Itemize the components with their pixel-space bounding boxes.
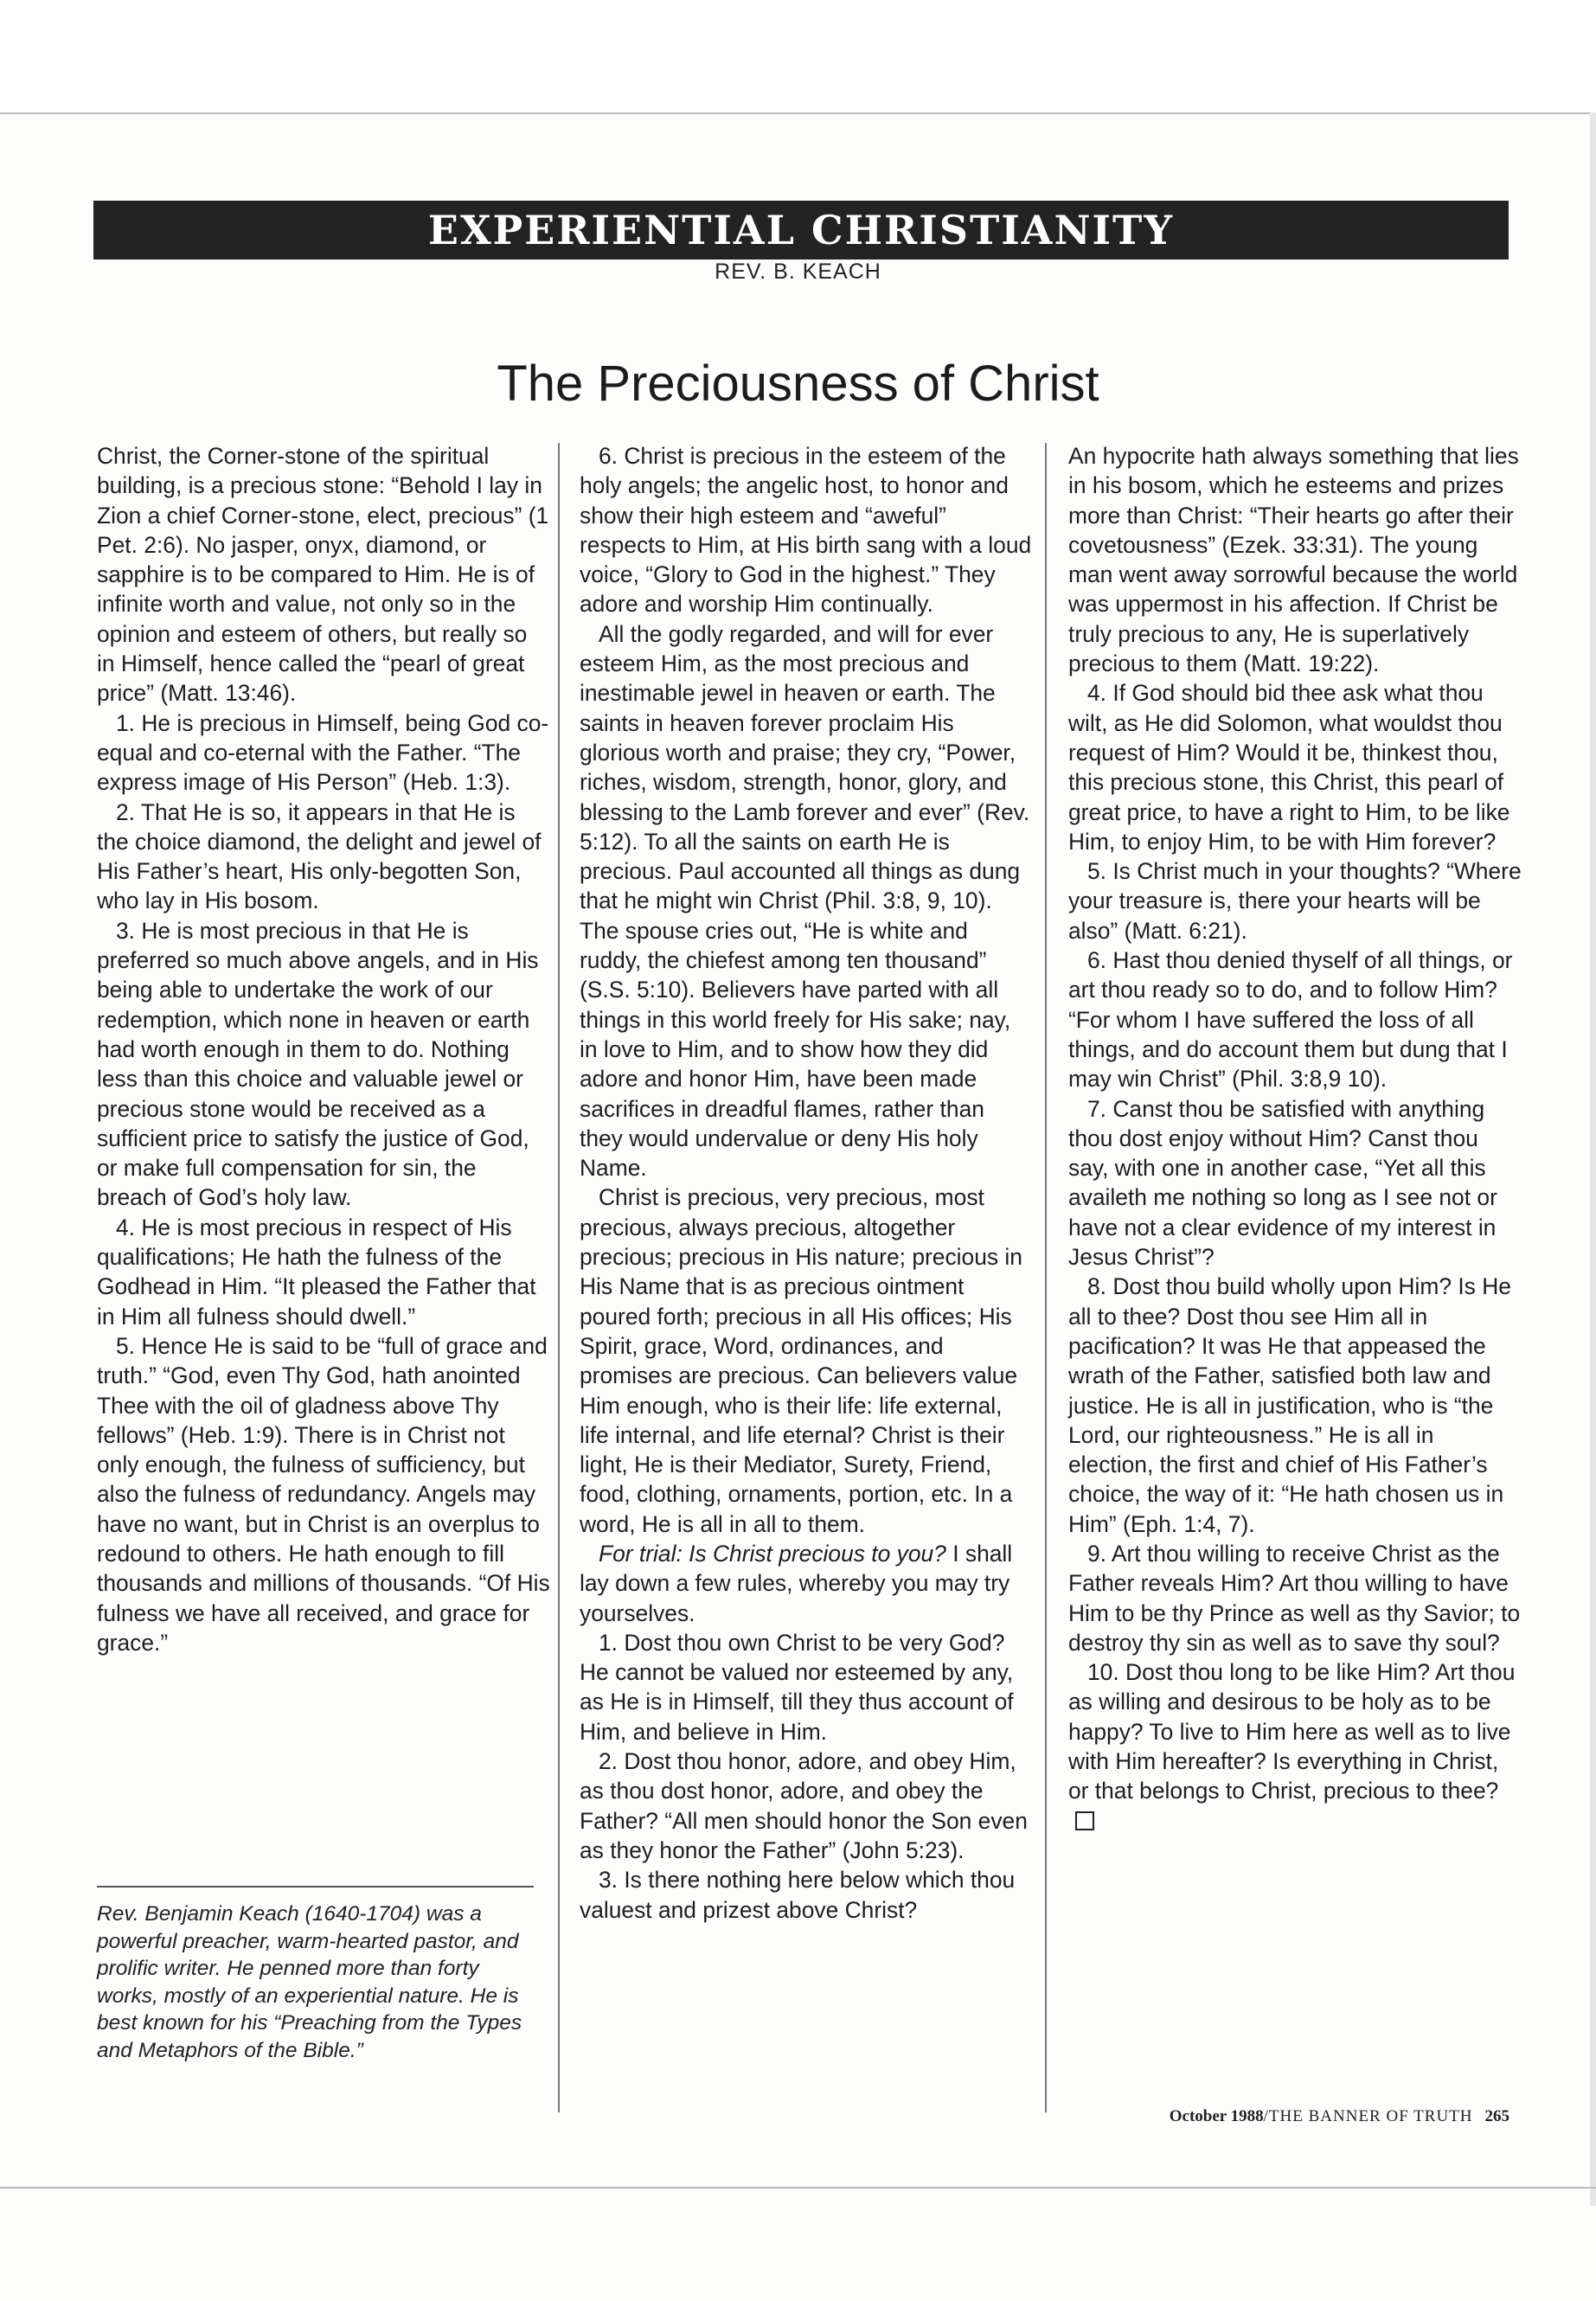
paragraph: 7. Canst thou be satisfied with anything thou dost enjoy without Him? Canst thou say, with one in another case, “Yet all this availeth me nothing so long as I see not or have not a clear evidence of my interest in Jesus Christ”? — [1068, 1095, 1497, 1271]
footnote-text: Rev. Benjamin Keach (1640-1704) was a powerful preacher, warm-hearted pastor, and prolific writer. He penned more than forty works, mostly of an experiential nature. He is best known for his “Preaching from the Types and Metaphors of the Bible.” — [97, 1902, 522, 2062]
paragraph: 5. Hence He is said to be “full of grace and truth.” “God, even Thy God, hath anointed Thee with the oil of gladness above Thy fellows” (Heb. 1:9). There is in Christ not only enough, the fulness of sufficiency, but also the fulness of redundancy. Angels may have no want, but in Christ is an overplus to redound to others. He hath enough to fill thousands and millions of thousands. “Of His fulness we have all received, and grace for grace.” — [97, 1332, 550, 1656]
paragraph: 1. Dost thou own Christ to be very God? He cannot be valued nor esteemed by any, as He is in Himself, till they thus account of Him, and believe in Him. — [580, 1629, 1014, 1745]
author-footnote — [97, 1900, 534, 2064]
issue-date: October 1988 — [1169, 2107, 1264, 2125]
page-number: 265 — [1484, 2107, 1509, 2125]
paragraph: 4. If God should bid thee ask what thou wilt, as He did Solomon, what wouldst thou request of Him? Would it be, thinkest thou, this precious stone, this Christ, this pearl of great price, to have a right to Him, to be like Him, to enjoy Him, to be with Him forever? — [1068, 680, 1510, 855]
paragraph: All the godly regarded, and will for ever esteem Him, as the most precious and inestimable jewel in heaven or earth. The saints in heaven forever proclaim His glorious worth and praise; they cry, “Power, riches, wisdom, strength, honor, glory, and blessing to the Lamb forever and ever” (Rev. 5:12). To all the saints on earth He is precious. Paul accounted all things as dung that he might win Christ (Phil. 3:8, 9, 10). The spouse cries out, “He is white and ruddy, the chiefest among ten thousand” (S.S. 5:10). Believers have parted with all things in this world freely for His sake; nay, in love to Him, and to show how they did adore and honor Him, have been made sacrifices in dreadful flames, rather than they would undervalue or deny His holy Name. — [580, 620, 1030, 1182]
paragraph: 8. Dost thou build wholly upon Him? Is He all to thee? Dost thou see Him all in pacification? It was He that appeased the wrath of the Father, satisfied both law and justice. He is all in justification, who is “the Lord, our righteousness.” He is all in election, the first and chief of His Father’s choice, the way of it: “He hath chosen us in Him” (Eph. 1:4, 7). — [1068, 1273, 1511, 1537]
article-title: The Preciousness of Christ — [497, 356, 1099, 412]
section-banner — [93, 201, 1509, 260]
paragraph: Christ is precious, very precious, most precious, always precious, altogether precious; precious in His nature; precious in His Name that is as precious ointment poured forth; precious in all His offices; His Spirit, grace, Word, ordinances, and promises are precious. Can believers value Him enough, who is their life: life external, life internal, and life eternal? Christ is their light, He is their Mediator, Surety, Friend, food, clothing, ornaments, portion, etc. In a word, He is all in all to them. — [580, 1184, 1022, 1537]
paragraph — [1068, 1657, 1522, 1836]
paragraph: 1. He is precious in Himself, being God co-equal and co-eternal with the Father. “The express image of His Person” (Heb. 1:3). — [97, 709, 549, 796]
scan-edge-top — [0, 112, 1596, 114]
trial-intro: I shall lay down a few rules, whereby you may try yourselves. — [580, 1540, 1013, 1626]
footnote-rule — [97, 1886, 534, 1888]
paragraph: 2. That He is so, it appears in that He is the choice diamond, the delight and jewel of His Father’s heart, His only-begotten Son, who lay in His bosom. — [97, 798, 542, 914]
paragraph: 6. Christ is precious in the esteem of the holy angels; the angelic host, to honor and show their high esteem and “aweful” respects to Him, at His birth sang with a loud voice, “Glory to God in the highest.” They adore and worship Him continually. — [580, 443, 1032, 618]
end-of-article-icon — [1075, 1811, 1094, 1830]
paragraph: 6. Hast thou denied thyself of all things, or art thou ready so to do, and to follow Him? “For whom I have suffered the loss of all things, and do account them but dung that I may win Christ” (Phil. 3:8,9 10). — [1068, 947, 1513, 1093]
paragraph — [580, 1539, 1034, 1628]
paragraph: 9. Art thou willing to receive Christ as the Father reveals Him? Art thou willing to have Him to be thy Prince as well as thy Savior; to destroy thy sin as well as to save thy soul? — [1068, 1540, 1521, 1656]
column-divider — [558, 443, 560, 2112]
column-divider — [1045, 443, 1047, 2112]
paragraph: 5. Is Christ much in your thoughts? “Where your treasure is, there your hearts will be also” (Matt. 6:21). — [1068, 858, 1522, 944]
paragraph: 4. He is most precious in respect of His qualifications; He hath the fulness of the Godhead in Him. “It pleased the Father that in Him all fulness should dwell.” — [97, 1214, 536, 1330]
column-1 — [97, 441, 551, 1657]
paragraph: 3. Is there nothing here below which thou valuest and prizest above Christ? — [580, 1867, 1016, 1923]
paragraph: 2. Dost thou honor, adore, and obey Him, as thou dost honor, adore, and obey the Father? “All men should honor the Son even as they honor the Father” (John 5:23). — [580, 1748, 1028, 1863]
scan-edge-right — [1590, 112, 1596, 2206]
scan-edge-bottom — [0, 2187, 1596, 2189]
scan-margin-top — [0, 0, 1596, 112]
author-byline: REV. B. KEACH — [715, 260, 881, 284]
column-2 — [580, 441, 1034, 1925]
paragraph: 3. He is most precious in that He is preferred so much above angels, and in His being able to undertake the work of our redemption, which none in heaven or earth had worth enough in them to do. Nothing less than this choice and valuable jewel or precious stone would be received as a sufficient price to satisfy the justice of God, or make full compensation for sin, the breach of God’s holy law. — [97, 917, 539, 1211]
page-footer — [1170, 2107, 1509, 2126]
section-banner-text: EXPERIENTIAL CHRISTIANITY — [427, 207, 1175, 253]
paragraph: An hypocrite hath always something that lies in his bosom, which he esteems and prizes more than Christ: “Their hearts go after their covetousness” (Ezek. 33:31). The young man went away sorrowful because the world was uppermost in his affection. If Christ be truly precious to any, He is superlatively precious to them (Matt. 19:22). — [1068, 443, 1519, 677]
publication-name: /THE BANNER OF TRUTH — [1263, 2107, 1473, 2125]
trial-question: For trial: Is Christ precious to you? — [599, 1540, 946, 1567]
final-paragraph-text: 10. Dost thou long to be like Him? Art thou as willing and desirous to be holy as to be happy? To live to Him here as well as to live with Him hereafter? Is everything in Christ, or that belongs to Christ, precious to thee? — [1068, 1659, 1516, 1804]
paragraph: Christ, the Corner-stone of the spiritual building, is a precious stone: “Behold I lay in Zion a chief Corner-stone, elect, precious” (1 Pet. 2:6). No jasper, onyx, diamond, or sapphire is to be compared to Him. He is of infinite worth and value, not only so in the opinion and esteem of others, but really so in Himself, hence called the “pearl of great price” (Matt. 13:46). — [97, 443, 549, 707]
column-3 — [1068, 441, 1522, 1836]
